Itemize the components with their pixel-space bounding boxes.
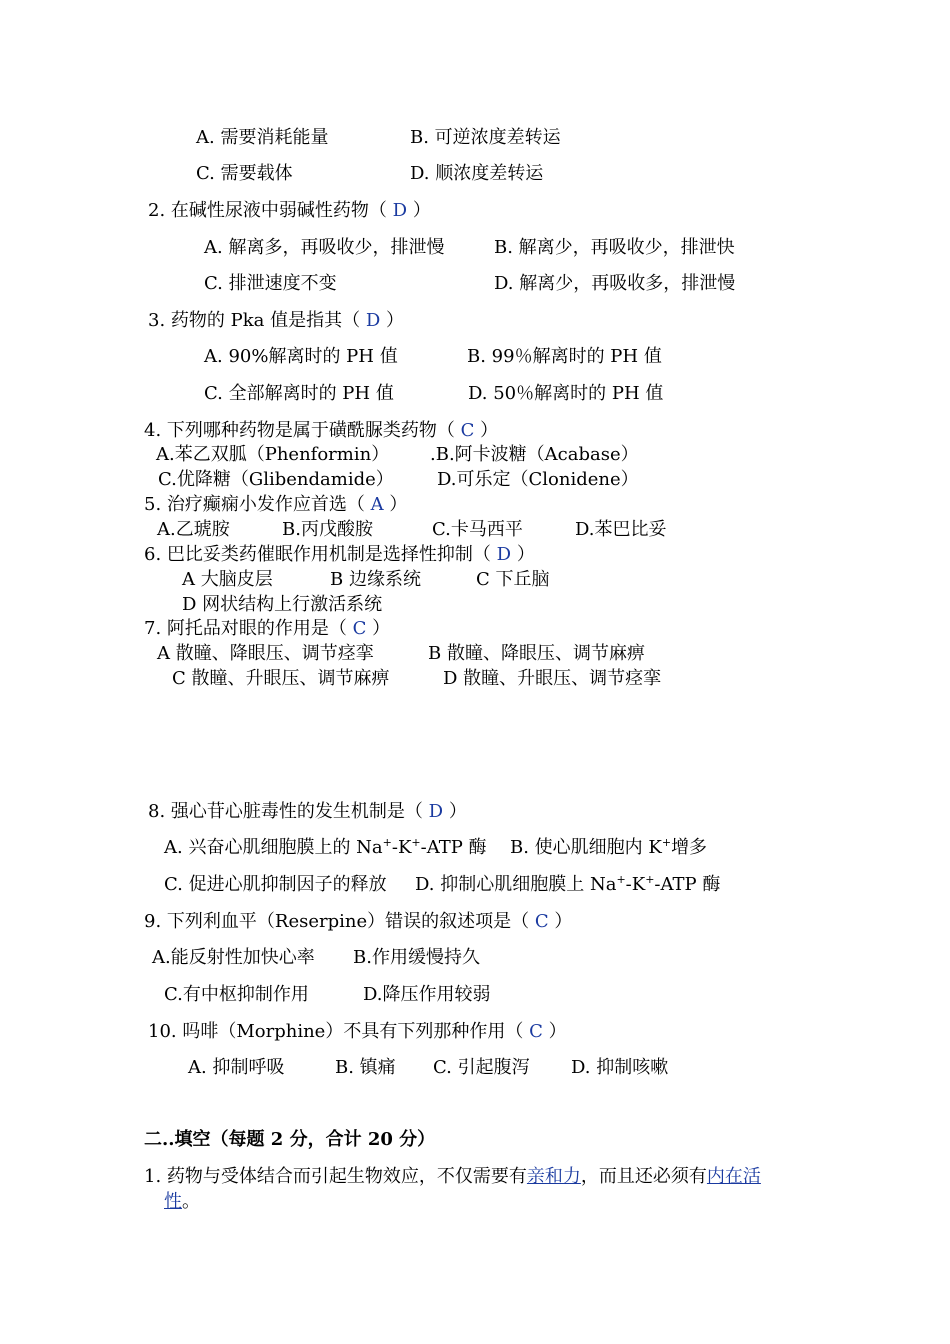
q8-option-b-sup: + <box>661 836 672 849</box>
q6-option-d: D 网状结构上行激活系统 <box>182 594 383 615</box>
fill-q1-blank-2-end: 性 <box>164 1191 182 1212</box>
fill-q1-text: 1. 药物与受体结合而引起生物效应，不仅需要有 <box>144 1166 527 1187</box>
q5-option-b: B.丙戊酸胺 <box>282 519 373 540</box>
q8-option-a-sup1: + <box>382 836 392 849</box>
q4-option-d: D.可乐定（Clonidene） <box>437 469 639 490</box>
q6-stem-text: 6. 巴比妥类药催眠作用机制是选择性抑制（ <box>144 544 491 565</box>
q8-answer: D <box>428 801 444 822</box>
q9-answer: C <box>534 911 549 932</box>
q6-option-c: C 下丘脑 <box>476 569 550 590</box>
q2-option-d: D. 解离少，再吸收多，排泄慢 <box>494 273 736 294</box>
q8-option-d-text: D. 抑制心肌细胞膜上 Na <box>415 874 617 895</box>
q10-option-d: D. 抑制咳嗽 <box>571 1057 669 1078</box>
q3-option-b: B. 99％解离时的 PH 值 <box>467 346 662 367</box>
q2-answer: D <box>392 200 408 221</box>
q6-stem <box>144 543 535 567</box>
q9-option-b: B.作用缓慢持久 <box>353 947 480 968</box>
q10-stem-close: ） <box>548 1021 567 1042</box>
q10-stem-text: 10. 吗啡（Morphine）不具有下列那种作用（ <box>148 1021 524 1042</box>
q8-option-d <box>415 873 720 897</box>
fill-q1-mid: ，而且还必须有 <box>580 1166 707 1187</box>
q3-option-a: A. 90%解离时的 PH 值 <box>204 346 398 367</box>
q8-option-a-text: A. 兴奋心肌细胞膜上的 Na <box>164 837 383 858</box>
q2-stem-close: ） <box>412 200 431 221</box>
q7-answer: C <box>352 618 367 639</box>
q9-stem-close: ） <box>554 911 573 932</box>
section2-heading: 二..填空（每题 2 分，合计 20 分） <box>144 1129 436 1150</box>
q7-stem-text: 7. 阿托品对眼的作用是（ <box>144 618 347 639</box>
q6-option-b: B 边缘系统 <box>330 569 421 590</box>
q5-answer: A <box>370 494 384 515</box>
q5-stem <box>144 493 407 517</box>
q7-stem-close: ） <box>372 618 391 639</box>
q3-option-c: C. 全部解离时的 PH 值 <box>204 383 394 404</box>
q2-stem <box>148 199 431 223</box>
q9-option-d: D.降压作用较弱 <box>363 984 491 1005</box>
q10-answer: C <box>529 1021 543 1042</box>
fill-q1 <box>144 1165 761 1189</box>
q1-option-b: B. 可逆浓度差转运 <box>410 127 561 148</box>
q10-stem <box>148 1020 567 1044</box>
q8-stem-text: 8. 强心苷心脏毒性的发生机制是（ <box>148 801 423 822</box>
q3-stem-text: 3. 药物的 Pka 值是指其（ <box>148 310 361 331</box>
q1-option-d: D. 顺浓度差转运 <box>410 163 544 184</box>
q4-option-c: C.优降糖（Glibendamide） <box>158 469 394 490</box>
q9-stem-text: 9. 下列利血平（Reserpine）错误的叙述项是（ <box>144 911 530 932</box>
q8-option-b-end: 增多 <box>671 837 708 858</box>
q8-option-a-mid: -K <box>391 837 412 858</box>
q6-answer: D <box>496 544 512 565</box>
q7-stem <box>144 617 390 641</box>
q2-stem-text: 2. 在碱性尿液中弱碱性药物（ <box>148 200 387 221</box>
q4-option-a: A.苯乙双胍（Phenformin） <box>156 444 390 465</box>
fill-q1-continued <box>164 1190 200 1214</box>
q9-option-c: C.有中枢抑制作用 <box>164 984 309 1005</box>
fill-q1-blank-1: 亲和力 <box>526 1166 581 1187</box>
q1-option-c: C. 需要载体 <box>196 163 293 184</box>
q3-stem <box>148 309 404 333</box>
q10-option-b: B. 镇痛 <box>335 1057 396 1078</box>
q8-option-d-sup1: + <box>616 873 626 886</box>
q8-option-b-text: B. 使心肌细胞内 K <box>510 837 662 858</box>
q7-option-c: C 散瞳、升眼压、调节麻痹 <box>172 668 390 689</box>
q5-option-d: D.苯巴比妥 <box>575 519 667 540</box>
q8-option-a-sup2: + <box>411 836 421 849</box>
q4-stem <box>144 419 498 443</box>
q7-option-b: B 散瞳、降眼压、调节麻痹 <box>428 643 645 664</box>
q8-option-c: C. 促进心肌抑制因子的释放 <box>164 874 387 895</box>
q8-option-b <box>510 836 707 860</box>
q6-option-a: A 大脑皮层 <box>182 569 273 590</box>
q8-option-a-end: -ATP 酶 <box>420 837 487 858</box>
fill-q1-blank-2: 内在活 <box>706 1166 761 1187</box>
q9-stem <box>144 910 572 934</box>
q8-option-d-sup2: + <box>645 873 655 886</box>
q8-stem <box>148 800 467 824</box>
q7-option-d: D 散瞳、升眼压、调节痉挛 <box>443 668 662 689</box>
q1-option-a: A. 需要消耗能量 <box>196 127 329 148</box>
q4-stem-close: ） <box>480 420 499 441</box>
q8-option-d-end: -ATP 酶 <box>654 874 721 895</box>
q2-option-b: B. 解离少，再吸收少，排泄快 <box>494 237 735 258</box>
q8-option-a <box>164 836 487 860</box>
q5-option-a: A.乙琥胺 <box>157 519 230 540</box>
q5-stem-text: 5. 治疗癫痫小发作应首选（ <box>144 494 365 515</box>
q9-option-a: A.能反射性加快心率 <box>152 947 315 968</box>
q3-option-d: D. 50％解离时的 PH 值 <box>468 383 664 404</box>
q3-answer: D <box>365 310 381 331</box>
q4-option-b: .B.阿卡波糖（Acabase） <box>430 444 639 465</box>
q5-stem-close: ） <box>389 494 408 515</box>
q2-option-c: C. 排泄速度不变 <box>204 273 337 294</box>
q6-stem-close: ） <box>516 544 535 565</box>
q8-stem-close: ） <box>448 801 467 822</box>
q7-option-a: A 散瞳、降眼压、调节痉挛 <box>157 643 374 664</box>
q4-stem-text: 4. 下列哪种药物是属于磺酰脲类药物（ <box>144 420 455 441</box>
q8-option-d-mid: -K <box>625 874 646 895</box>
q4-answer: C <box>460 420 475 441</box>
q2-option-a: A. 解离多，再吸收少，排泄慢 <box>204 237 445 258</box>
q10-option-a: A. 抑制呼吸 <box>188 1057 285 1078</box>
q3-stem-close: ） <box>386 310 404 331</box>
q10-option-c: C. 引起腹泻 <box>433 1057 530 1078</box>
fill-q1-end: 。 <box>182 1191 200 1212</box>
q5-option-c: C.卡马西平 <box>432 519 523 540</box>
